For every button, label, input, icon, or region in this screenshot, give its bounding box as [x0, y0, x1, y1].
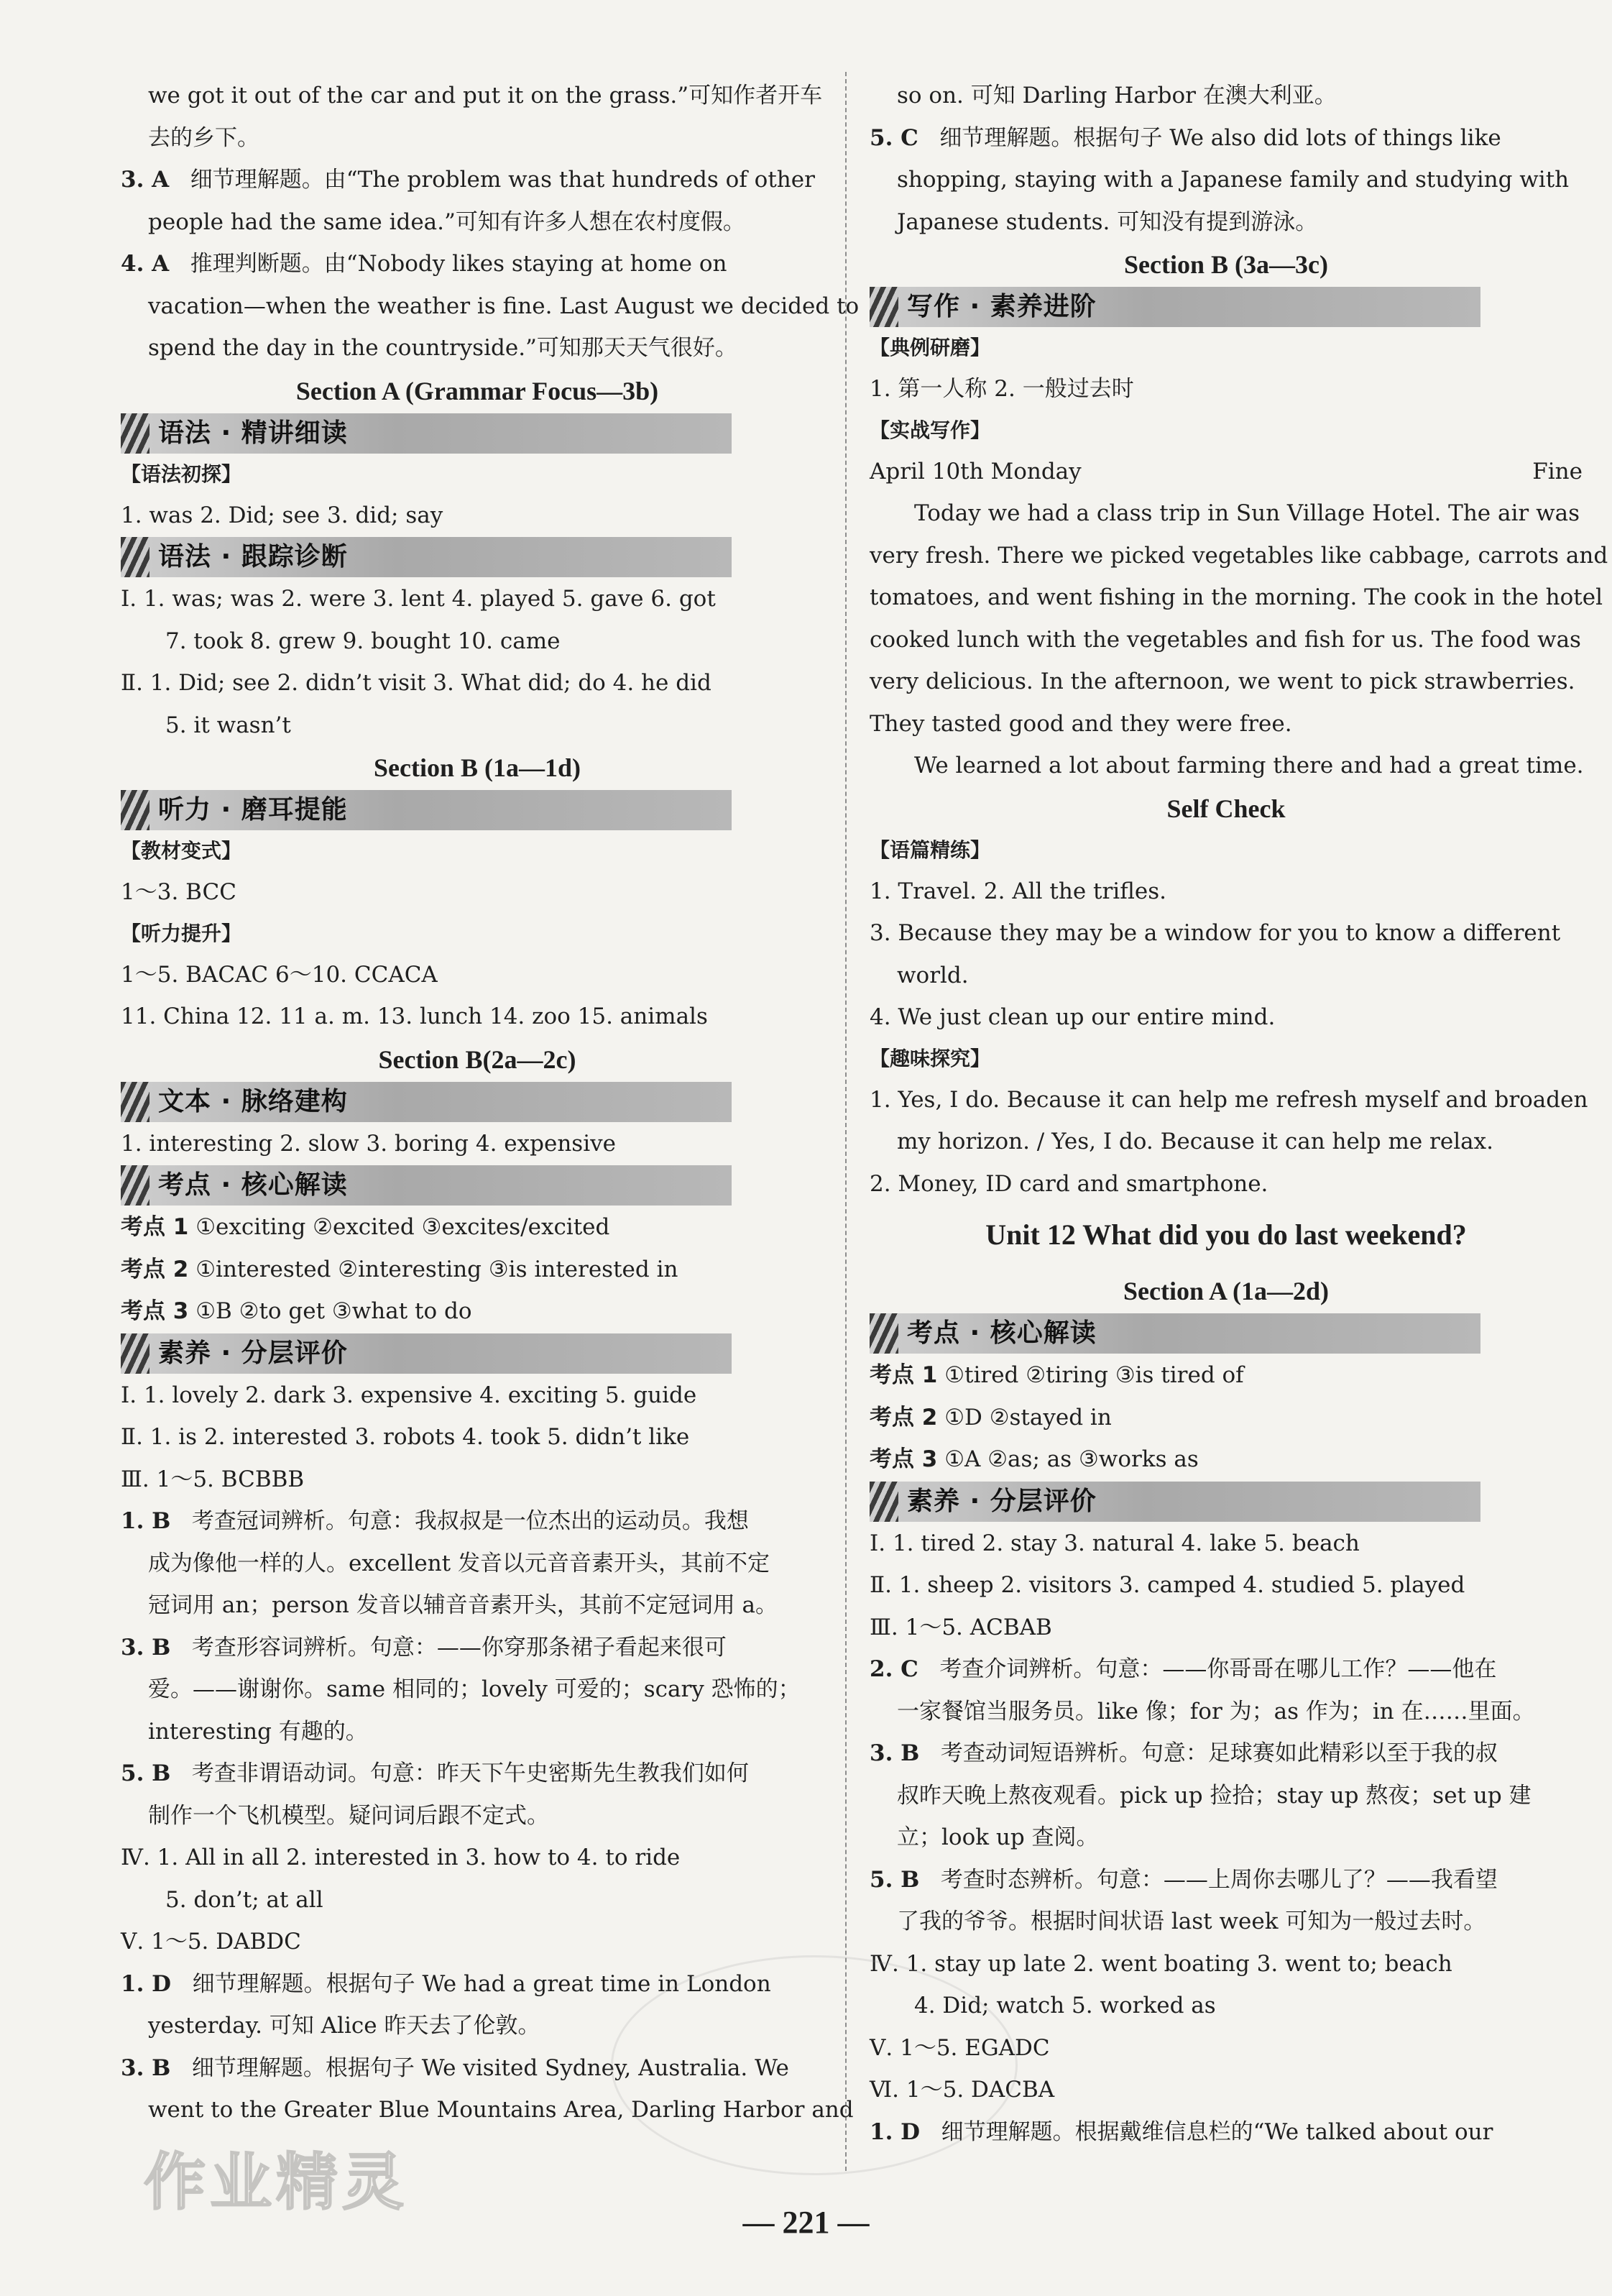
band-stripes	[121, 413, 149, 454]
diary-date: April 10th Monday	[870, 458, 1082, 485]
band-stripes	[870, 1482, 898, 1522]
text-line: so on. 可知 Darling Harbor 在澳大利亚。	[897, 83, 1337, 109]
band-stripes	[121, 1165, 149, 1206]
subsection-tag: 【语篇精练】	[870, 837, 991, 862]
section-band	[121, 537, 732, 577]
text-line: 了我的爷爷。根据时间状语 last week 可知为一般过去时。	[897, 1909, 1486, 1934]
section-band	[870, 1482, 1480, 1522]
subsection-tag: 【听力提升】	[121, 921, 242, 945]
section-band	[870, 287, 1480, 327]
answer-line: 3. Because they may be a window for you to know a different	[870, 920, 1561, 946]
background-seal	[611, 1955, 1018, 2175]
unit-title: Unit 12 What did you do last weekend?	[985, 1218, 1467, 1251]
answer-item	[870, 1648, 1583, 1691]
answer-line: 5. it wasn’t	[165, 712, 291, 738]
answer-line: Ⅲ. 1～5. BCBBB	[121, 1466, 305, 1492]
answer-line: world.	[897, 962, 969, 988]
answer-number: 3. A	[121, 167, 170, 193]
text-line: shopping, staying with a Japanese family and studying with	[897, 167, 1570, 193]
kaodian-label: 考点 3	[121, 1298, 189, 1324]
kaodian-answers: ①A ②as; as ③works as	[944, 1446, 1199, 1472]
subsection-tag: 【趣味探究】	[870, 1046, 991, 1070]
answer-line: 11. China 12. 11 a. m. 13. lunch 14. zoo 15. animals	[121, 1004, 708, 1029]
answer-number: 3. B	[121, 1634, 171, 1661]
answer-item	[870, 117, 1583, 160]
answer-number: 5. C	[870, 124, 918, 151]
band-stripes	[121, 1082, 149, 1122]
answer-item	[870, 1859, 1583, 1901]
answer-line: Ⅱ. 1. is 2. interested 3. robots 4. took 5. didn’t like	[121, 1424, 690, 1450]
answer-line: Ⅱ. 1. sheep 2. visitors 3. camped 4. studied 5. played	[870, 1572, 1465, 1598]
subsection-tag: 【语法初探】	[121, 462, 242, 486]
band-stripes	[870, 1313, 898, 1354]
essay-line: tomatoes, and went fishing in the morning. The cook in the hotel	[870, 584, 1603, 610]
answer-line: Ⅱ. 1. Did; see 2. didn’t visit 3. What did; do 4. he did	[121, 670, 711, 696]
text-line: vacation—when the weather is fine. Last August we decided to	[148, 293, 860, 319]
kaodian-answers: ①exciting ②excited ③excites/excited	[195, 1214, 610, 1240]
left-column	[121, 75, 860, 2131]
band-title: 文本 · 脉络建构	[158, 1086, 348, 1116]
kaodian-line	[870, 1397, 1583, 1439]
kaodian-label: 考点 2	[870, 1404, 938, 1431]
band-title: 语法 · 跟踪诊断	[158, 542, 348, 571]
section-heading: Section B (3a—3c)	[1124, 250, 1328, 279]
column-divider	[845, 72, 847, 2171]
section-band	[121, 790, 732, 830]
kaodian-answers: ①tired ②tiring ③is tired of	[944, 1362, 1244, 1388]
answer-line: 1. Travel. 2. All the trifles.	[870, 878, 1166, 904]
text-line: interesting 有趣的。	[148, 1718, 368, 1745]
text-line: 叔昨天晚上熬夜观看。pick up 捡拾；stay up 熬夜；set up 建	[897, 1782, 1532, 1809]
answer-number: 5. B	[870, 1866, 920, 1893]
answer-line: Ⅵ. 1～5. DACBA	[870, 2077, 1055, 2103]
text-line: spend the day in the countryside.”可知那天天气很好。	[148, 335, 737, 361]
section-band	[121, 1333, 732, 1374]
kaodian-line	[870, 1438, 1583, 1481]
right-column	[870, 75, 1608, 2153]
band-title: 语法 · 精讲细读	[158, 418, 348, 448]
answer-line: 7. took 8. grew 9. bought 10. came	[165, 628, 561, 654]
section-band	[121, 1082, 732, 1122]
text-line: 成为像他一样的人。excellent 发音以元音音素开头，其前不定	[148, 1550, 770, 1576]
band-title: 素养 · 分层评价	[158, 1338, 348, 1368]
answer-line: Ⅰ. 1. was; was 2. were 3. lent 4. played 5. gave 6. got	[121, 586, 716, 612]
kaodian-answers: ①D ②stayed in	[944, 1404, 1112, 1431]
answer-line: 4. Did; watch 5. worked as	[914, 1993, 1216, 2019]
answer-explanation: 细节理解题。根据句子 We visited Sydney, Australia. We	[191, 2054, 789, 2081]
text-line: 一家餐馆当服务员。like 像；for 为；as 作为；in 在……里面。	[897, 1698, 1535, 1725]
answer-line: 1. interesting 2. slow 3. boring 4. expensive	[121, 1130, 616, 1157]
kaodian-line	[870, 1354, 1583, 1397]
answer-line: Ⅴ. 1～5. EGADC	[870, 2034, 1050, 2061]
answer-line: 1. was 2. Did; see 3. did; say	[121, 502, 443, 528]
answer-item	[121, 1753, 834, 1795]
band-title: 考点 · 核心解读	[158, 1170, 348, 1200]
answer-number: 1. D	[870, 2118, 921, 2145]
subsection-tag: 【典例研磨】	[870, 336, 991, 359]
kaodian-label: 考点 1	[121, 1214, 189, 1240]
section-heading: Section B(2a—2c)	[378, 1044, 576, 1074]
answer-line: 4. We just clean up our entire mind.	[870, 1004, 1276, 1030]
answer-explanation: 考查介词辨析。句意：——你哥哥在哪儿工作？——他在	[939, 1656, 1497, 1682]
text-line: went to the Greater Blue Mountains Area, Darling Harbor and	[148, 2097, 854, 2123]
text-line: 去的乡下。	[148, 124, 259, 151]
section-heading: Section A (Grammar Focus—3b)	[295, 376, 659, 405]
answer-explanation: 细节理解题。根据戴维信息栏的“We talked about our	[941, 2118, 1493, 2145]
answer-line: 1. 第一人称 2. 一般过去时	[870, 376, 1134, 402]
diary-header	[870, 451, 1583, 493]
text-line: people had the same idea.”可知有许多人想在农村度假。	[148, 208, 745, 235]
answer-line: Ⅳ. 1. All in all 2. interested in 3. how to 4. to ride	[121, 1845, 681, 1870]
answer-number: 4. A	[121, 251, 170, 277]
answer-explanation: 考查非谓语动词。句意：昨天下午史密斯先生教我们如何	[191, 1760, 749, 1786]
answer-number: 1. D	[121, 1970, 172, 1997]
answer-explanation: 考查冠词辨析。句意：我叔叔是一位杰出的运动员。我想	[191, 1508, 749, 1534]
band-stripes	[121, 790, 149, 830]
subsection-tag: 【教材变式】	[121, 839, 242, 863]
kaodian-label: 考点 3	[870, 1446, 938, 1472]
essay-line: cooked lunch with the vegetables and fish for us. The food was	[870, 626, 1581, 653]
answer-number: 3. B	[121, 2054, 171, 2081]
answer-number: 3. B	[870, 1740, 920, 1766]
answer-item	[121, 159, 834, 201]
band-stripes	[121, 537, 149, 577]
answer-line: Ⅰ. 1. tired 2. stay 3. natural 4. lake 5. beach	[870, 1530, 1360, 1556]
answer-item	[121, 1500, 834, 1543]
band-title: 写作 · 素养进阶	[907, 292, 1097, 321]
kaodian-line	[121, 1249, 834, 1291]
section-heading: Section A (1a—2d)	[1123, 1277, 1329, 1305]
answer-line: 1～3. BCC	[121, 879, 236, 905]
band-title: 听力 · 磨耳提能	[158, 795, 348, 825]
answer-item	[870, 1732, 1583, 1775]
answer-line: Ⅴ. 1～5. DABDC	[121, 1929, 301, 1955]
section-band	[121, 413, 732, 454]
section-heading: Section B (1a—1d)	[374, 753, 581, 782]
answer-explanation: 推理判断题。由“Nobody likes staying at home on	[190, 251, 727, 277]
answer-line: 1～5. BACAC 6～10. CCACA	[121, 961, 438, 988]
section-band	[870, 1313, 1480, 1354]
text-line: 冠词用 an；person 发音以辅音音素开头，其前不定冠词用 a。	[148, 1592, 778, 1618]
band-title: 素养 · 分层评价	[907, 1486, 1097, 1516]
kaodian-label: 考点 1	[870, 1362, 938, 1388]
answer-explanation: 考查时态辨析。句意：——上周你去哪儿了？——我看望	[940, 1866, 1498, 1893]
diary-weather: Fine	[1532, 458, 1583, 485]
answer-number: 1. B	[121, 1508, 171, 1534]
answer-line: 2. Money, ID card and smartphone.	[870, 1170, 1268, 1197]
answer-line: Ⅲ. 1～5. ACBAB	[870, 1614, 1052, 1640]
text-line: 立；look up 查阅。	[897, 1824, 1099, 1850]
answer-number: 5. B	[121, 1760, 171, 1786]
text-line: yesterday. 可知 Alice 昨天去了伦敦。	[148, 2013, 540, 2039]
essay-line: We learned a lot about farming there and had a great time.	[914, 753, 1584, 779]
section-heading: Self Check	[1166, 794, 1286, 823]
answer-line: 5. don’t; at all	[165, 1886, 323, 1913]
section-band	[121, 1165, 732, 1206]
band-title: 考点 · 核心解读	[907, 1318, 1097, 1348]
text-line: Japanese students. 可知没有提到游泳。	[897, 208, 1318, 235]
kaodian-line	[121, 1206, 834, 1249]
answer-explanation: 细节理解题。由“The problem was that hundreds of other	[190, 167, 815, 193]
kaodian-line	[121, 1290, 834, 1333]
answer-explanation: 考查动词短语辨析。句意：足球赛如此精彩以至于我的叔	[940, 1740, 1498, 1766]
answer-line: my horizon. / Yes, I do. Because it can help me relax.	[897, 1129, 1493, 1154]
answer-number: 2. C	[870, 1656, 918, 1682]
kaodian-answers: ①interested ②interesting ③is interested in	[195, 1256, 678, 1282]
kaodian-label: 考点 2	[121, 1256, 189, 1282]
answer-item	[121, 243, 834, 285]
answer-explanation: 细节理解题。根据句子 We also did lots of things like	[939, 124, 1501, 151]
page-number: — 221 —	[742, 2205, 870, 2240]
answer-line: Ⅳ. 1. stay up late 2. went boating 3. went to; beach	[870, 1950, 1452, 1977]
essay-line: very delicious. In the afternoon, we went to pick strawberries.	[870, 669, 1575, 694]
subsection-tag: 【实战写作】	[870, 418, 991, 442]
answer-line: Ⅰ. 1. lovely 2. dark 3. expensive 4. exciting 5. guide	[121, 1382, 697, 1408]
answer-item	[121, 1627, 834, 1669]
band-stripes	[870, 287, 898, 327]
text-line: 爱。——谢谢你。same 相同的；lovely 可爱的；scary 恐怖的；	[148, 1676, 801, 1702]
text-line: we got it out of the car and put it on the grass.”可知作者开车	[148, 83, 823, 109]
text-line: 制作一个飞机模型。疑问词后跟不定式。	[148, 1802, 549, 1829]
answer-explanation: 考查形容词辨析。句意：——你穿那条裙子看起来很可	[191, 1634, 727, 1661]
kaodian-answers: ①B ②to get ③what to do	[195, 1298, 472, 1324]
essay-line: They tasted good and they were free.	[870, 710, 1292, 737]
essay-line: very fresh. There we picked vegetables like cabbage, carrots and	[870, 542, 1608, 569]
watermark-logo: 作业精灵	[144, 2146, 408, 2218]
essay-line: Today we had a class trip in Sun Village Hotel. The air was	[914, 500, 1580, 526]
answer-explanation: 细节理解题。根据句子 We had a great time in London	[192, 1970, 771, 1997]
band-stripes	[121, 1333, 149, 1374]
answer-line: 1. Yes, I do. Because it can help me refresh myself and broaden	[870, 1086, 1588, 1113]
